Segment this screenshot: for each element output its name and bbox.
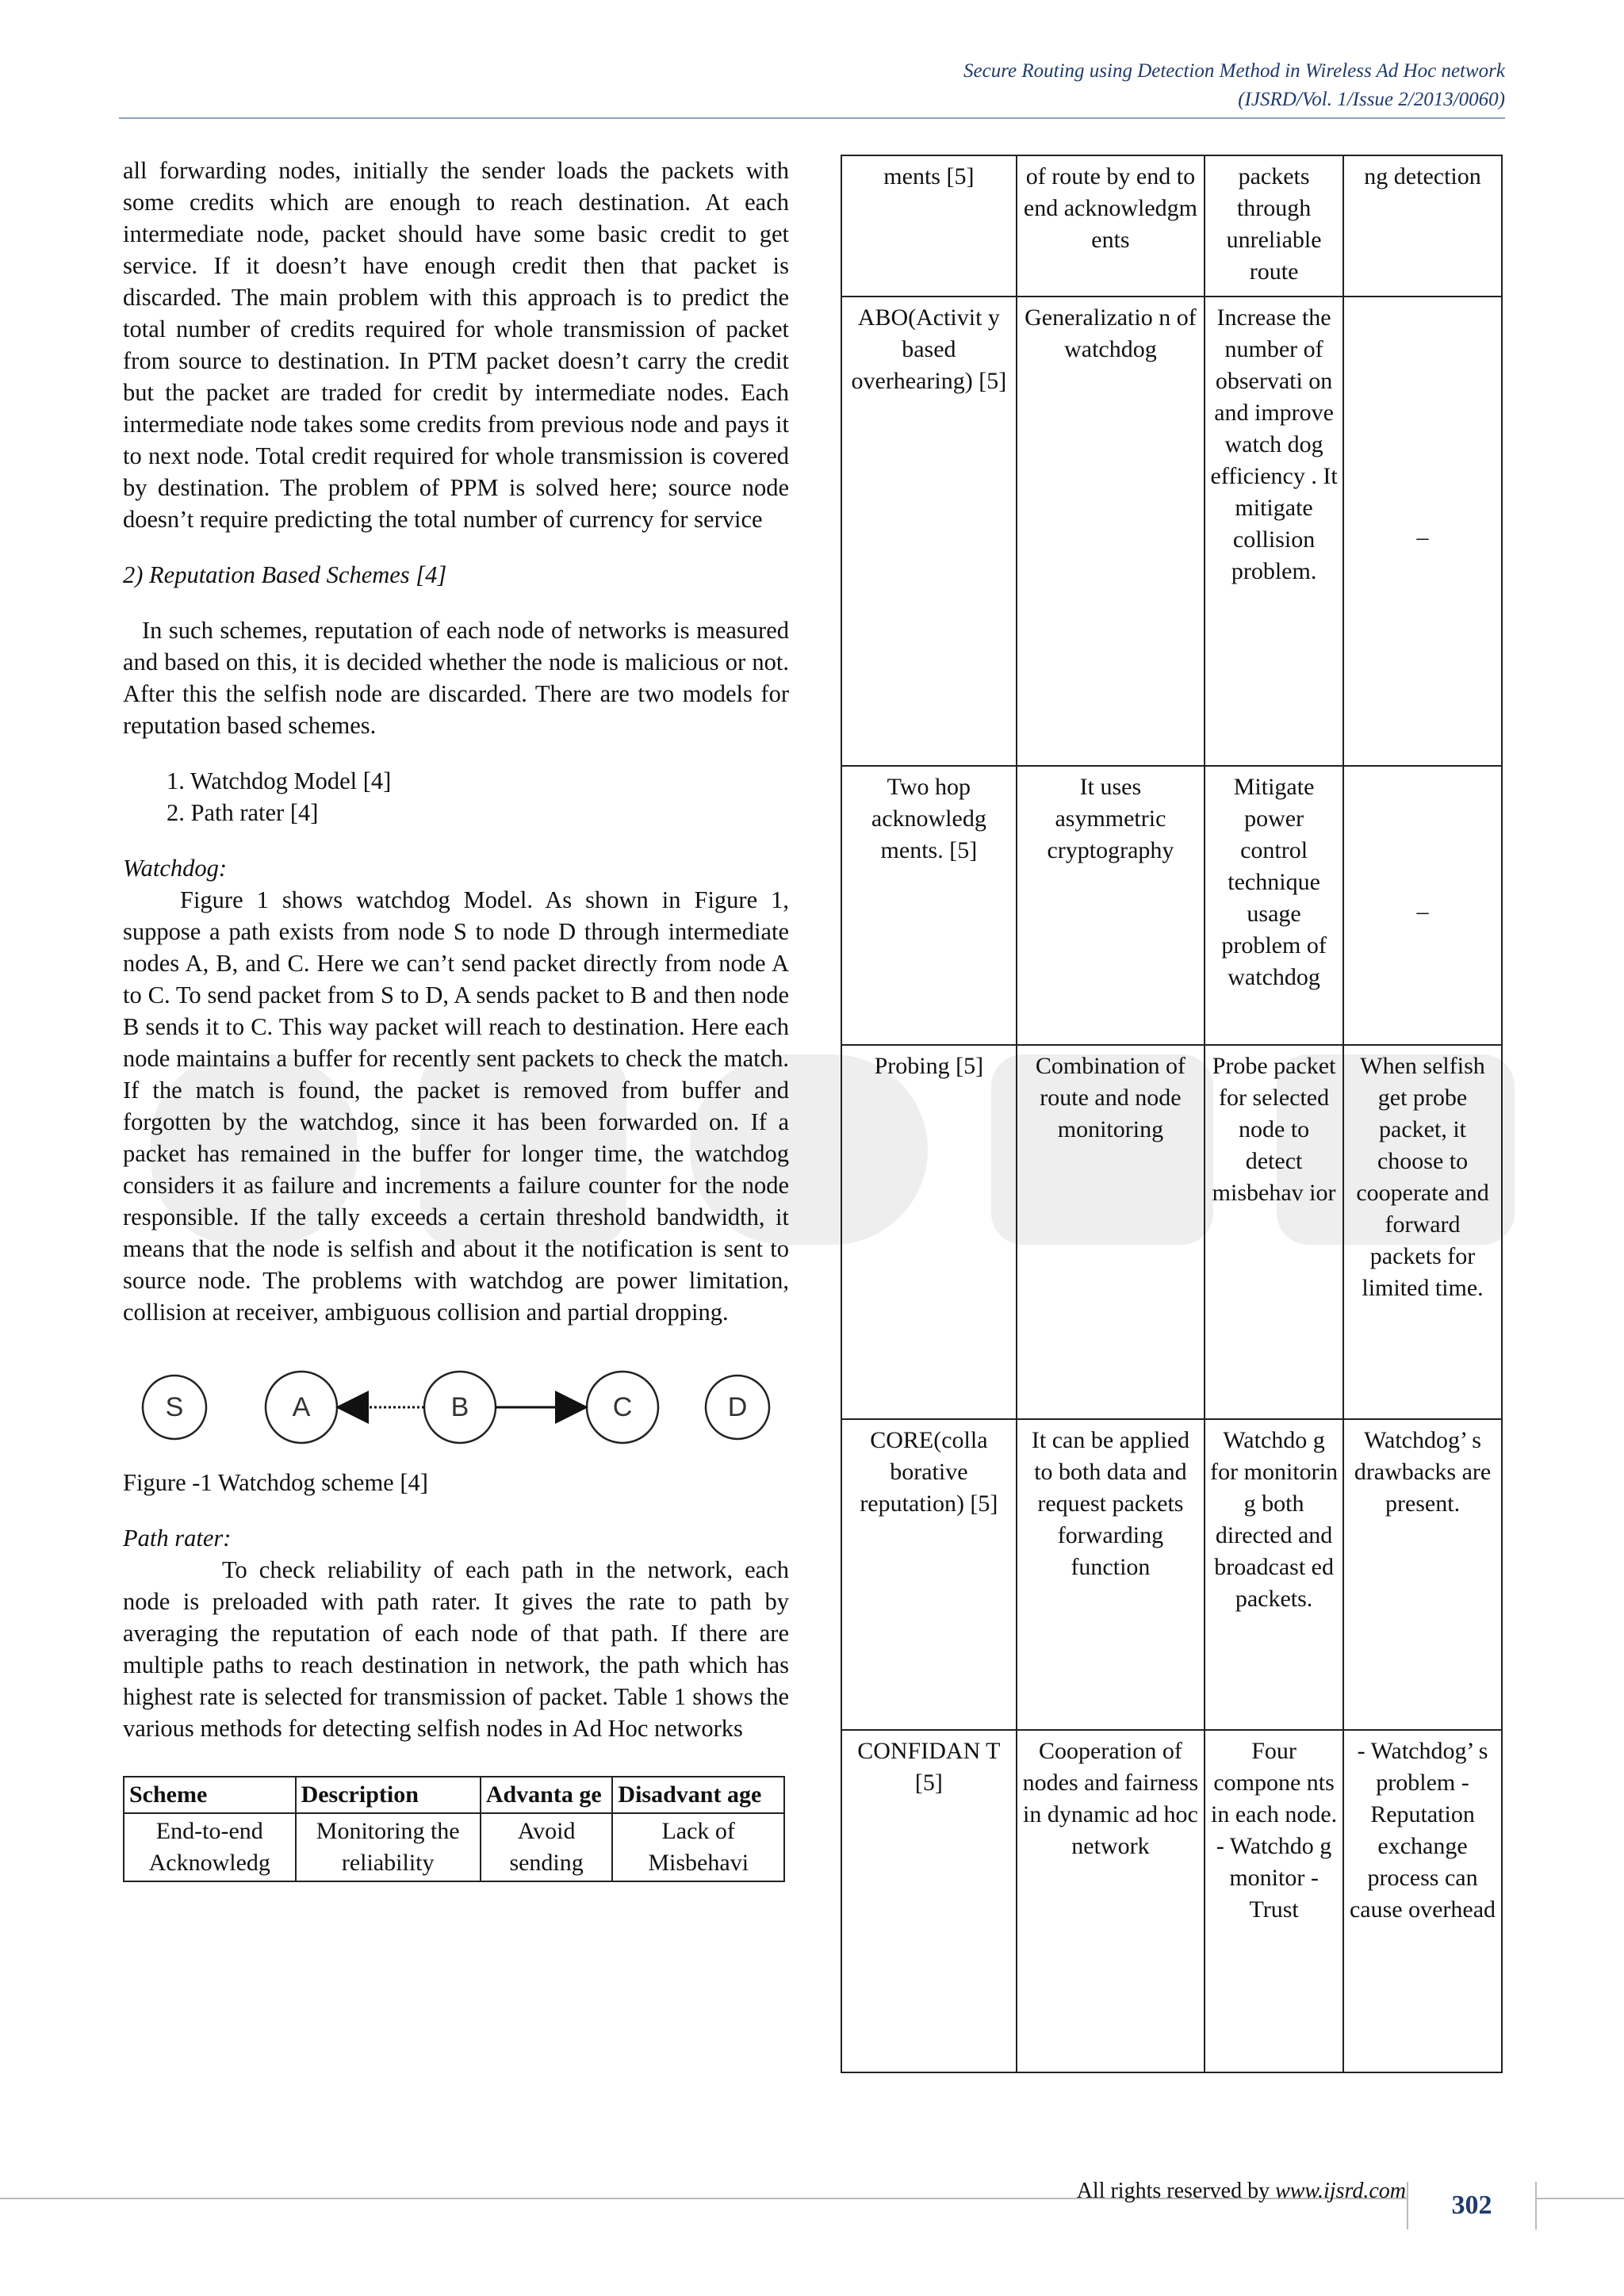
right-column: [841, 155, 1503, 2073]
table-cell: ments [5]: [841, 155, 1017, 297]
footer-rights: [1077, 2179, 1406, 2204]
table-cell: ng detection: [1343, 155, 1502, 297]
header-title: Secure Routing using Detection Method in Wireless Ad Hoc network: [963, 60, 1505, 82]
heading-watchdog: Watchdog:: [123, 855, 228, 882]
heading-path-rater: Path rater:: [123, 1525, 232, 1552]
table-cell: Monitoring the reliability: [296, 1813, 481, 1881]
table-cell: Four compone nts in each node. - Watchdo g monitor -Trust: [1205, 1730, 1343, 2072]
paragraph-watchdog: Figure 1 shows watchdog Model. As shown in Figure 1, suppose a path exists from node S to node D through intermediate nodes A, B, and C. Here we can’t send packet directly from node A to C. To send packet from S to D, A sends packet to B and then node B sends it to C. This way packet will reach to destination. Here each node maintains a buffer for recently sent packets to check the match. If the match is found, the packet is removed from buffer and forgotten by the watchdog, since it has been forwarded on. If a packet has remained in the buffer for longer time, the watchdog considers it as failure and increments a failure counter for the node responsible. If the tally exceeds a certain threshold bandwidth, it means that the node is selfish and about it the notification is sent to source node. The problems with watchdog are power limitation, collision at receiver, ambiguous collision and partial dropping.: [123, 886, 789, 1326]
subheading-reputation: 2) Reputation Based Schemes [4]: [123, 561, 447, 588]
table-cell: Probing [5]: [841, 1045, 1017, 1419]
table-cell: Mitigate power control technique usage problem of watchdog: [1205, 766, 1343, 1045]
header-rule: [119, 117, 1505, 119]
table-cell: of route by end to end acknowledgm ents: [1017, 155, 1205, 297]
list-item: 2. Path rater [4]: [167, 799, 319, 826]
table-cell: Two hop acknowledg ments. [5]: [841, 766, 1017, 1045]
table-row: [841, 766, 1502, 1045]
left-column: [123, 155, 789, 1882]
table-cell: Watchdo g for monitorin g both directed and broadcast ed packets.: [1205, 1419, 1343, 1730]
header-issue: (IJSRD/Vol. 1/Issue 2/2013/0060): [1238, 89, 1505, 110]
table-cell: CORE(colla borative reputation) [5]: [841, 1419, 1017, 1730]
table-row: [124, 1813, 784, 1881]
table-cell: ABO(Activit y based overhearing) [5]: [841, 297, 1017, 766]
running-header: [963, 57, 1505, 114]
table-cell: It can be applied to both data and request packets forwarding function: [1017, 1419, 1205, 1730]
table-cell: Avoid sending: [481, 1813, 613, 1881]
table-cell: _: [1343, 766, 1502, 1045]
node-label: S: [165, 1392, 184, 1422]
node-label: C: [612, 1392, 633, 1422]
table-header-cell: Advanta ge: [481, 1777, 613, 1813]
watchdog-figure: [123, 1368, 789, 1459]
table-header-cell: Disadvant age: [612, 1777, 784, 1813]
table-cell: End-to-end Acknowledg: [124, 1813, 296, 1881]
paragraph-reputation: In such schemes, reputation of each node of networks is measured and based on this, it is decided whether the node is malicious or not. After this the selfish node are discarded. There are two models for reputation based schemes.: [123, 617, 789, 739]
node-label: D: [727, 1392, 748, 1422]
table-row: [841, 155, 1502, 297]
methods-table-start: [123, 1776, 785, 1882]
node-label: A: [292, 1392, 311, 1422]
table-cell: _: [1343, 297, 1502, 766]
table-row: [841, 1419, 1502, 1730]
table-cell: Watchdog’ s drawbacks are present.: [1343, 1419, 1502, 1730]
page-number: 302: [1407, 2182, 1537, 2229]
model-list: [123, 765, 789, 828]
table-cell: Probe packet for selected node to detect misbehav ior: [1205, 1045, 1343, 1419]
table-row: [841, 1730, 1502, 2072]
table-cell: It uses asymmetric cryptography: [1017, 766, 1205, 1045]
footer-site-link[interactable]: www.ijsrd.com: [1275, 2179, 1406, 2203]
footer-prefix: All rights reserved by: [1076, 2179, 1276, 2203]
table-header-cell: Description: [296, 1777, 481, 1813]
paragraph-credit: all forwarding nodes, initially the sender loads the packets with some credits which are enough to reach destination. At each intermediate node, packet should have some basic credit to get service. If it doesn’t have enough credit then that packet is discarded. The main problem with this approach is to predict the total number of credits required for whole transmission of packet from source to destination. In PTM packet doesn’t carry the credit but the packet are traded for credit by intermediate nodes. Each intermediate node takes some credits from previous node and pays it to next node. Total credit required for whole transmission is covered by destination. The problem of PPM is solved here; source node doesn’t require predicting the total number of currency for service: [123, 157, 789, 533]
node-label: B: [450, 1392, 469, 1422]
paragraph-path-rater: To check reliability of each path in the network, each node is preloaded with path rater. It gives the rate to path by averaging the reputation of each node of that path. If there are multiple paths to reach destination in network, the path which has highest rate is selected for transmission of packet. Table 1 shows the various methods for detecting selfish nodes in Ad Hoc networks: [123, 1556, 789, 1742]
table-cell: Cooperation of nodes and fairness in dynamic ad hoc network: [1017, 1730, 1205, 2072]
table-row: [841, 1045, 1502, 1419]
list-item: 1. Watchdog Model [4]: [167, 767, 392, 794]
methods-table-continued: [841, 155, 1503, 2073]
table-header-row: [124, 1777, 784, 1813]
table-row: [841, 297, 1502, 766]
table-header-cell: Scheme: [124, 1777, 296, 1813]
table-cell: Combination of route and node monitoring: [1017, 1045, 1205, 1419]
table-cell: When selfish get probe packet, it choose to cooperate and forward packets for limited time.: [1343, 1045, 1502, 1419]
table-cell: Increase the number of observati on and improve watch dog efficiency . It mitigate collision problem.: [1205, 297, 1343, 766]
table-cell: CONFIDAN T [5]: [841, 1730, 1017, 2072]
table-cell: packets through unreliable route: [1205, 155, 1343, 297]
figure-caption: Figure -1 Watchdog scheme [4]: [123, 1469, 428, 1496]
table-cell: Generalizatio n of watchdog: [1017, 297, 1205, 766]
table-cell: Lack of Misbehavi: [612, 1813, 784, 1881]
watchdog-diagram: [139, 1368, 773, 1455]
table-cell: - Watchdog’ s problem - Reputation exchange process can cause overhead: [1343, 1730, 1502, 2072]
